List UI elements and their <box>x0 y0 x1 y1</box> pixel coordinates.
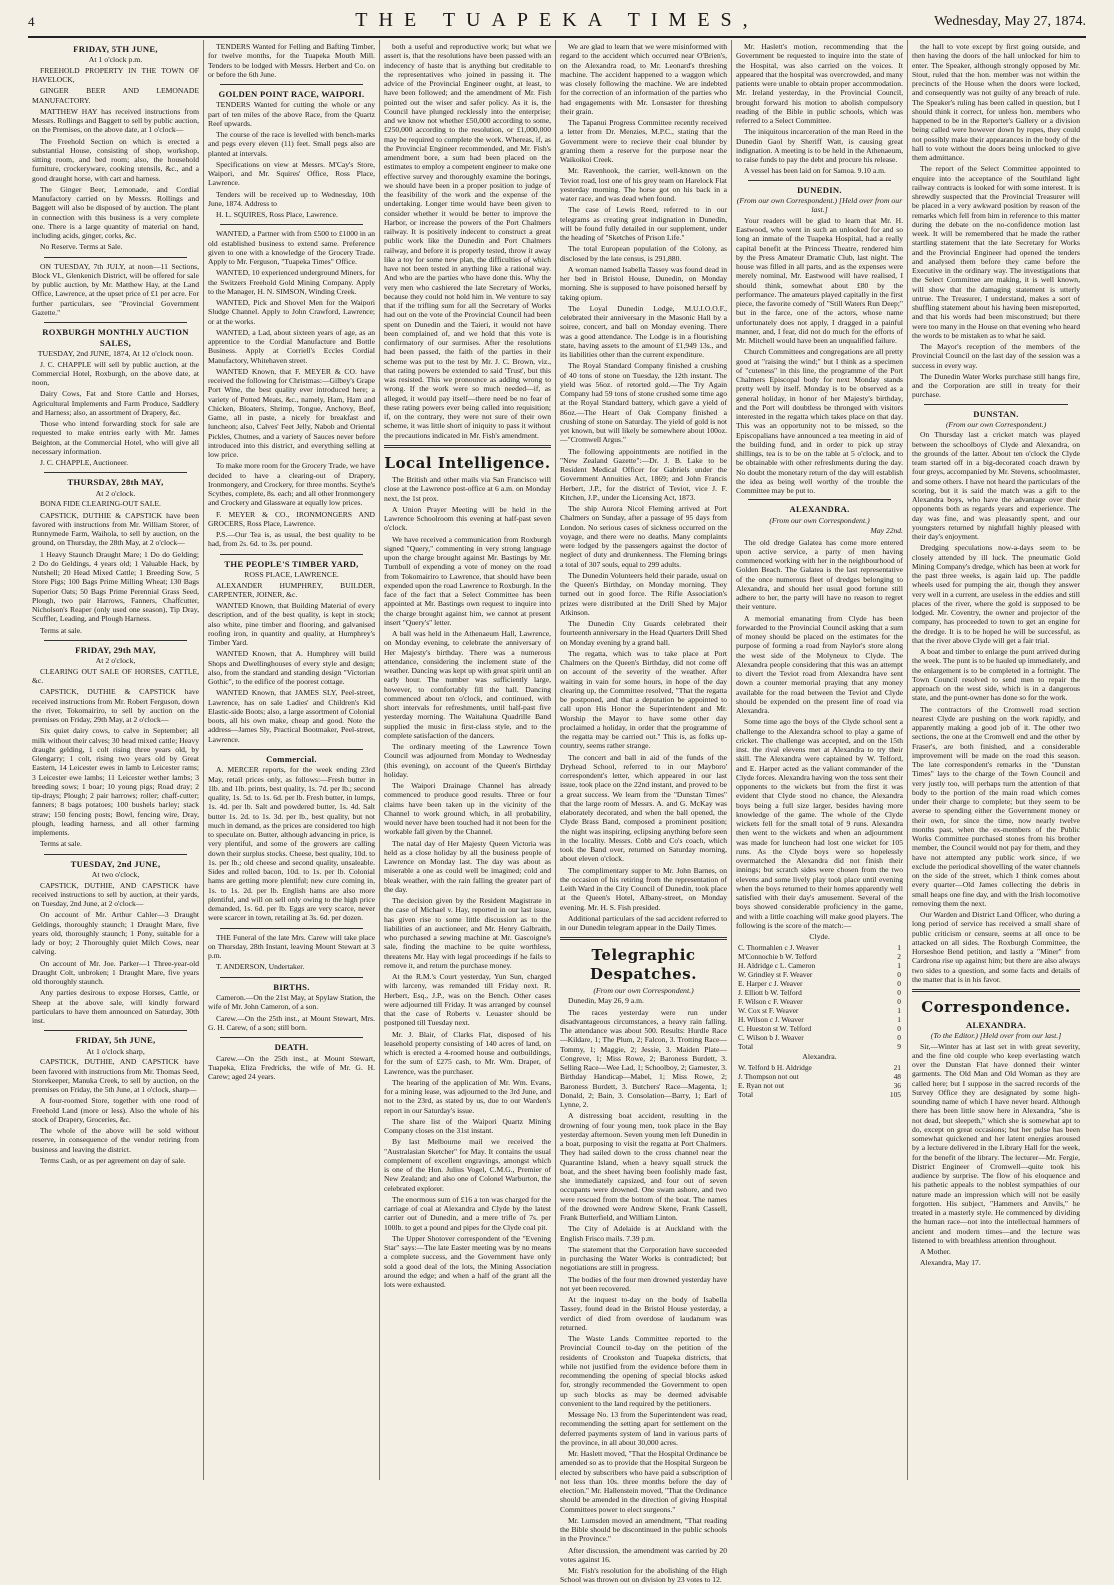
score-row <box>736 1015 903 1024</box>
advertisement-block <box>208 559 375 744</box>
advertisement-text: WANTED Known, that F. MEYER & CO. have received the following for Christmas:—Gilbey's Grape Port Wine, the best quality ever introduced here; a variety of Potted Meats, &c., namely, Ham, Ham and Chicken, Bloaters, Shrimp, Tongue, Anchovy, Beef, Game, all in paste, a nicely for breakfast and luncheon; also, Calves' Feet Jelly, Nabob and Oriental Pickles, Chutnes, and a variety of Sauces never before introduced into this district, and everything selling at low price. <box>208 366 375 460</box>
advertisement-text: WANTED, a Partner with from £500 to £1000 in an old established business to extend same. Preference given to one with a knowledge of the Grocery Trade. Apply to Mr. Ferguson, "Tuapeka Times" Office. <box>208 229 375 267</box>
advertisement-subheading: At 1 o'clock p.m. <box>88 55 143 65</box>
local-news-item: Mr. J. Blair, of Clarks Flat, disposed of his leasehold property consisting of 140 acres of land, on which is erected a 4-roomed house and outbuildings, for the sum of £275 cash, to Mr. Wm. Draper, of Lawrence, was the purchaser. <box>384 1029 551 1076</box>
runs-value: 0 <box>897 978 901 988</box>
advertisement-block <box>32 327 199 467</box>
batsman-name: H. Wilson c J. Weaver <box>738 1014 804 1024</box>
column-divider <box>560 937 727 940</box>
advertisement-block <box>32 859 199 1026</box>
advertisement-text: The whole of the above will be sold without reserve, in consequence of the vendor retiring from business and leaving the district. <box>32 1126 199 1154</box>
section-heading-telegraphic: Telegraphic Despatches. <box>590 946 697 983</box>
news-paragraph: The case of Lewis Reed, referred to in our telegrams as creating great indignation in Dunedin, will be found fully detailed in our supplement, under the heading of "Sketches of Prison Life." <box>560 205 727 242</box>
news-paragraph: The complimentary supper to Mr. John Barnes, on the occasion of his retiring from the representation of Leith Ward in the City Council of Dunedin, took place at the Queen's Hotel, Albany-street, on Monday evening. Mr. H. S. Fish presided. <box>560 865 727 912</box>
batsman-name: F. Wilson c F. Weaver <box>738 996 803 1006</box>
advertisement-block <box>208 982 375 1032</box>
advertisement-text: WANTED, Pick and Shovel Men for the Waipori Sludge Channel. Apply to John Crawford, Lawrence; or at the works. <box>208 298 375 326</box>
advertisement-divider <box>220 84 363 85</box>
alexandra-paragraph: The old dredge Galatea has come more entered upon active service, a party of men having commenced working with her in the neighbourhood of Golden Beach. The Galatea is the last representative of the once numerous fleet of dredges belonging to Alexandra, and should her usual good fortune still adhere to her, the party will have no reason to regret their venture. <box>736 537 903 612</box>
news-paragraph: The Dunedin Volunteers held their parade, usual on the Queen's Birthday, on Monday morning. They turned out in good force. The Rifle Association's prizes were distributed at the Drill Shed by Major Atkinson. <box>560 570 727 617</box>
advertisement-divider <box>44 854 187 855</box>
advertisement-text: Terms Cash, or as per agreement on day of sale. <box>40 1155 186 1165</box>
column-3-editorial <box>380 40 556 1480</box>
dunstan-paragraph: A boat and timber to enlarge the punt arrived during the week. The punt is to be hauled up immediately, and the enlargement is to be completed in a fortnight. The Town Council resolved to send men to repair the approach on the west side, which is in a dangerous state, and the punt-owner has done so for the work. <box>912 647 1080 703</box>
total-value: 9 <box>897 1042 901 1052</box>
local-news-item: By last Melbourne mail we received the "Australasian Sketcher" for May. It contains the usual complement of excellent engravings, amongst which is one of the Hon. Julius Vogel, C.M.G., Premier of New Zealand; and also one of Colonel Warburton, the celebrated explorer. <box>384 1137 551 1193</box>
advertisement-text: Carew.—On the 25th inst., at Mount Stewart, Tuapeka, Eliza Fredricks, the wife of Mr. G. H. Carew; aged 24 years. <box>208 1053 375 1082</box>
score-row <box>736 970 903 979</box>
advertisement-text: Tenders will be received up to Wednesday, 10th June, 1874. Address to <box>208 189 375 208</box>
telegraph-item: The Waste Lands Committee reported to the Provincial Council to-day on the petition of the residents of Crookston and Tuapeka districts, that while not justified from the evidence before them in recommending the opening of special blocks asked for, strongly recommended the Government to open up such blocks as may be deemed advisable convenient to the land required by the petitioners. <box>560 1334 727 1408</box>
runs-value: 48 <box>893 1071 901 1081</box>
runs-value: 2 <box>897 951 901 961</box>
news-paragraph: A woman named Isabella Tassey was found dead in her bed in Bristol House, Dunedin, on Monday morning. She is supposed to have poisoned herself by taking opium. <box>560 264 727 302</box>
advertisement-text: P.S.—Our Tea is, as usual, the best quality to be had, from 2s. 6d. to 3s. per pound. <box>208 530 375 549</box>
advertisement-heading: FRIDAY, 5th JUNE, <box>75 1035 156 1046</box>
advertisement-heading: THURSDAY, 28th MAY, <box>67 477 164 488</box>
score-row <box>736 1072 903 1081</box>
advertisement-block <box>32 262 199 318</box>
batsman-name: C. Hueston st W. Telford <box>738 1024 812 1033</box>
editorial-paragraph: both a useful and reproductive work; but what we assert is, that the resolutions have been passed with an indecency of haste that is anything but creditable to the representatives who joined in passing it. The advice of the Provincial Engineer ought, at least, to have been followed; and the amendment of Mr. Fish pointed out the wiser and safer policy. As it is, the Council have plunged recklessly into the enterprise; and we know not whether £50,000 according to some, £250,000 according to the resolution, or £1,000,000 may be required to complete the work. Whereas, if, as the Provincial Engineer recommended, and Mr. Fish's amendment bore, a sum had been placed on the estimates to employ a competent engineer to make one effective survey and thoroughly examine the borings, we should have been in a proper position to judge of the feasibility of the work and the expense of the undertaking. Longer time would have been given to consider whether it would be better to improve the Harbor, or increase the powers of the Port Chalmers railway. It is positively indecent to construct a great public work like the Dunedin and Port Chalmers railway, and before it is properly tested, throw it away like a toy for some new plan, the difficulties of which have not been tested in anything like a rational way. And who are the parties who have done this. Why the very men who cashiered the late Secretary of Works, because they could not hold him in. We venture to say that if the trifling sum for all the Secretary of Works had out on the vote of the Provincial Council had been spent on Dunedin and the Taieri, it would not have been complained of, and we hold that this vote is confirmatory of our surmises. After the resolutions had been passed, the faith of the parties in their scheme was put to the test by Mr. J. C. Brown, viz., that rating powers be extended to said 'Trust', but this was resisted. This we pronounce as adding wrong to wrong. If the work were so much needed—if, as alleged, it would pay itself—there need be no fear of these rating powers ever being called into requisition; if, on the contrary, they were not sure of their own scheme, it was little short of iniquity to pass it without the precautions indicated in Mr. Fish's amendment. <box>384 42 551 440</box>
local-news-item: The British and other mails via San Francisco will close at the Lawrence post-office at 6 a.m. on Monday next, the 1st prox. <box>384 475 551 503</box>
alexandra-byline: (From our own Correspondent.) <box>769 515 870 525</box>
advertisement-text: FREEHOLD PROPERTY IN THE TOWN OF HAVELOCK, <box>32 65 199 85</box>
advertisement-text: BONA FIDE CLEARING-OUT SALE. <box>40 499 161 509</box>
advertisement-text: To make more room for the Grocery Trade, we have decided to have a clearing-out of Drapery, Ironmongery, and Crockery, for three months. Scythe's Scythes, complete, 8s. each; and all other Ironmongery and Crockery and Glassware at equally low prices. <box>208 461 376 508</box>
column-5-correspondence <box>732 40 908 1480</box>
local-news-item: The decision given by the Resident Magistrate in the case of Michael v. Hay, reported in our last issue, has given rise to some little discussion as to the liabilities of an auctioneer, and Mr. Henry Galbraith, who purchased a sewing machine at Mr. Gascoigne's sale, finding the machine to be quite worthless, threatens Mr. Hay with legal proceedings if he fails to remove it, and return the purchase money. <box>384 896 551 970</box>
advertisement-divider <box>220 554 363 555</box>
advertisement-text: CAPSTICK, DUTHIE & CAPSTICK have been favored with instructions from Mr. William Storer, of Runnymede Farm, Waihola, to sell by auction, on the ground, on Thursday, the 28th May, at 2 o'clock— <box>32 510 199 548</box>
batsman-name: E. Harper c J. Weaver <box>738 978 803 988</box>
local-news-item: The ordinary meeting of the Lawrence Town Council was adjourned from Monday to Wednesday (this evening), on account of the Queen's Birthday holiday. <box>384 742 551 779</box>
batsman-name: J. Thompson not out <box>738 1071 799 1081</box>
local-news-item: A Union Prayer Meeting will be held in the Lawrence Schoolroom this evening at half-past seven o'clock. <box>384 504 551 533</box>
alexandra-paragraph: A memorial emanating from Clyde has been forwarded to the Provincial Council asking that a sum of money should be placed on the estimates for the purpose of forming a road from Naylor's store along the west side of the Molyneux to Clyde. The Alexandra people considering that this was an attempt to divert the Teviot road from Alexandra have sent down a counter memorial praying that any money available for the road between the Teviot and Clyde should be expended on the present line of road via Alexandra. <box>736 613 903 716</box>
advertisement-text: 1 Heavy Staunch Draught Mare; 1 Do do Gelding; 2 Do do Geldings, 4 years old; 1 Valuable Hack, by Nutshell; 20 Head Mixed Cattle; 1 Breeding Sow, 5 Store Pigs; 100 Bags Prime Milling Wheat; 130 Bags Superior Oats; 50 Bags Prime Perennial Grass Seed, Plough, two pair Harrows, Fanners, Chaffcutter, Nicholson's Reaper (only used one season), Tip Dray, Scuffler, Leading, and Plough Harness. <box>32 549 199 624</box>
advertisement-subheading: TUESDAY, 2nd JUNE, 1874, At 12 o'clock noon. <box>37 349 194 359</box>
correspondence-paragraph: A Mother. <box>920 1247 951 1257</box>
dunedin-byline: (From our own Correspondent.) [Held over from our last.] <box>736 195 903 215</box>
runs-value: 1 <box>897 942 901 952</box>
issue-date: Wednesday, May 27, 1874. <box>934 14 1086 29</box>
news-paragraph: A vessel has been laid on for Samoa. 9.10 a.m. <box>744 166 886 176</box>
advertisement-text: No Reserve. Terms at Sale. <box>40 242 123 252</box>
batsman-name: C. Thormahlen c J. Weaver <box>738 942 819 952</box>
score-row <box>736 1081 903 1090</box>
advertisement-block <box>208 42 375 79</box>
advertisement-block <box>208 229 375 548</box>
news-paragraph: The Loyal Dunedin Lodge, M.U.I.O.O.F., celebrated their anniversary in the Masonic Hall by a soiree, concert, and ball on Monday evening. There was a good attendance. The Lodge is in a flourishing state, having assets to the amount of £1,949 13s., and its liabilities other than the current expenditure. <box>560 303 727 359</box>
score-row <box>736 997 903 1006</box>
column-divider <box>384 445 551 448</box>
runs-value: 21 <box>893 1062 901 1072</box>
news-paragraph: The iniquitous incarceration of the man Reed in the Dunedin Gaol by Sheriff Watt, is causing great indignation. A meeting is to be held in the Athenaeum, to raise funds to pay the debt and procure his release. <box>736 127 903 164</box>
batsman-name: W. Cox st F. Weaver <box>738 1005 799 1015</box>
telegraph-item: The statement that the Corporation have succeeded in purchasing the Water Works is contradicted; but negotiations are still in progress. <box>560 1244 727 1273</box>
advertisement-text: CAPSTICK, DUTHIE, AND CAPSTICK have received instructions to sell by auction, at their yards, on Tuesday, 2nd June, at 2 o'clock— <box>32 880 199 909</box>
news-paragraph: The Mayor's reception of the members of the Provincial Council on the last day of the session was a success in every way. <box>912 342 1080 370</box>
advertisement-block <box>208 754 375 923</box>
advertisement-text: J. C. CHAPPLE, Auctioneer. <box>40 458 128 468</box>
news-paragraph: The ship Aurora Nicol Fleming arrived at Port Chalmers on Sunday, after a passage of 95 days from London. No serious cases of sickness occurred on the voyage, and there were no deaths. Many complaints were lodged by the passengers against the doctor of neglect of duty and drunkenness. The Fleming brings a total of 307 souls, equal to 299 adults. <box>560 504 727 569</box>
dunedin-paragraph: Church Committees and congregations are all pretty good at "raising the wind;" but I think as a specimen of "cuteness" in this line, the programme of the Port Chalmers Episcopal body for next Monday stands pretty well by itself. Monday is to be observed as a general holiday, in honor of her Majesty's birthday, and the Port will doubtless be thronged with visitors interested in the regatta which takes place on that day. This was an opportunity not to be missed, so the Episcopalians have announced a tea meeting in aid of the building fund, and in order to pick up stray shillings, tea is to be on the table at 5 o'clock, and to be obtainable with other refreshments during the day. No doubt the monetary return of the day will establish the idea as being well worthy of the trouble the Committee may be put to. <box>736 347 903 496</box>
runs-value: 0 <box>897 1033 901 1043</box>
telegraph-item: At the inquest to-day on the body of Isabella Tassey, found dead in the Bristol House yesterday, a verdict of died from overdose of laudanum was returned. <box>560 1295 727 1332</box>
news-paragraph: Mr. Ravenhook, the carrier, well-known on the Teviot road, lost one of his grey team on Harelock Flat yesterday morning. The horse got on his back in a water race, and was dead when found. <box>560 166 727 203</box>
advertisement-text: On account of Mr. Arthur Cahler—3 Draught Geldings, thoroughly staunch; 1 Draught Mare, five years old, thoroughly staunch; 1 Pony, suitable for a lady or boy; 2 Thoroughly quiet Milch Cows, near calving. <box>32 910 199 957</box>
advertisement-block <box>32 477 199 634</box>
dunstan-heading: DUNSTAN. <box>973 408 1019 419</box>
advertisement-text: MATTHEW HAY has received instructions from Messrs. Rollings and Baggett to sell by public auction, on the Premises, on the above date, at 1 o'clock— <box>32 106 199 135</box>
advertisement-divider <box>44 640 187 641</box>
advertisement-divider <box>220 749 363 750</box>
advertisement-block <box>208 933 375 972</box>
score-row <box>736 1024 903 1033</box>
advertisement-divider <box>44 1030 187 1031</box>
advertisement-text: WANTED, 10 experienced underground Miners, for the Switzers Freehold Gold Mining Company. Apply to the Manager, H. N. SIMSON, Winding Creek. <box>208 268 375 296</box>
advertisement-text: CLEARING OUT SALE OF HORSES, CATTLE, &c. <box>32 666 199 686</box>
news-paragraph: Mr. Haslett's motion, recommending that the Government be requested to inquire into the state of the Hospital, was also carried on the voices. It appeared that the hospital was overcrowded, and many patients were unable to obtain proper accommodation. Mr. Ireland yesterday, in the Provincial Council, brought forward his motion to abolish compulsory reading of the Bible in public schools, which was referred to a Select Committee. <box>736 42 903 125</box>
dunedin-heading: DUNEDIN. <box>797 184 842 195</box>
news-paragraph: The report of the Select Committee appointed to enquire into the acceptance of the Southland light railway contracts is looked for with some interest. It is shrewdly suspected that the Provincial Treasurer will be placed in a very awkward position by reason of the remarks which fell from him in reference to this matter during the debate on the no-confidence motion last week. It will be remembered that he made the rather startling statement that the late Secretary for Works and the Provincial Engineer had opened the tenders and analysed them before they came before the Executive in the ordinary way. The investigations that the Select Committee are making, it is well known, will show that the damaging statement is utterly untrue. The Treasurer, I understand, makes a sort of shuffling statement about his having been misreported, and that his words had been misconstrued; but there were too many in the House on that evening who heard the words to be mistaken as to what he said. <box>912 164 1080 340</box>
telegraph-item: Message No. 13 from the Superintendent was read, recommending the setting apart for settlement on the deferred payments system of land in various parts of the province, in all about 30,000 acres. <box>560 1410 727 1447</box>
correspondence-place: ALEXANDRA. <box>965 1019 1027 1030</box>
news-paragraph: The Dunedin Water Works purchase still hangs fire, and the Corporation are still in treaty for their purchase. <box>912 371 1080 400</box>
advertisement-heading: DEATH. <box>274 1042 309 1053</box>
news-paragraph: The Dunedin City Guards celebrated their fourteenth anniversary in the Head Quarters Drill Shed on Monday evening by a grand ball. <box>560 619 727 647</box>
advertisement-heading: FRIDAY, 5TH JUNE, <box>73 44 158 54</box>
local-news-item: At the R.M.'s Court yesterday, Yun Sun, charged with larceny, was remanded till Friday next. R. Herbert, Esq., J.P., was on the Bench. Other cases were adjourned till Friday. It was arranged by counsel that the case of Roberts v. Leuaster should be postponed till Tuesday next. <box>384 972 551 1028</box>
score-row <box>736 1006 903 1015</box>
alexandra-score-table <box>736 1063 903 1099</box>
advertisement-heading: FRIDAY, 29th MAY, <box>75 644 156 655</box>
runs-value: 1 <box>897 960 901 970</box>
local-news-item: The enormous sum of £16 a ton was charged for the carriage of coal at Alexandra and Clyde by the latest carrier out of Dunedin, and a mere trifle of 7s. per 100lb. to get a pound and pipes for the Clyde coal pit. <box>384 1194 551 1232</box>
score-row <box>736 1063 903 1072</box>
advertisement-text: F. MEYER & CO., IRONMONGERS AND GROCERS, Ross Place, Lawrence. <box>208 509 375 528</box>
batsman-name: J. Elliott b W. Telford <box>738 987 802 997</box>
local-news-item: The Waipori Drainage Channel has already commenced to produce good results. Three or four claims have been taken up in the vicinity of the Channel to work ground which, in all probability, would never have been touched had it not been for the workable fall given by the Channel. <box>384 781 551 837</box>
runs-value: 0 <box>897 969 901 979</box>
advertisement-heading: ROXBURGH MONTHLY AUCTION SALES, <box>42 327 189 348</box>
advertisement-text: T. ANDERSON, Undertaker. <box>216 962 305 972</box>
advertisement-text: CAPSTICK, DUTHIE & CAPSTICK have received instructions from Mr. Robert Ferguson, down the river, Tokomairiro, to sell by auction on the premises on Friday, 29th May, at 2 o'clock— <box>32 687 199 725</box>
dunstan-byline: (From our own Correspondent.) <box>945 419 1047 429</box>
dunstan-paragraph: On Thursday last a cricket match was played between the schoolboys of Clyde and Alexandra, on the grounds of the latter. About ten o'clock the Clyde team started off in a big-decorated coach drawn by four greys, accompanied by Mr. Stevens, schoolmaster, and some others. I have not heard the particulars of the scoring, but it is said the match was a gift to the Alexandra boys, who have the advantage over their opponents both as regards years and experience. The day was fine, and was pleasantly spent, and our youngsters returned by nightfall highly pleased with their day's enjoyment. <box>912 430 1080 542</box>
score-row <box>736 943 903 952</box>
advertisement-divider <box>220 977 363 978</box>
column-divider <box>924 404 1068 405</box>
alexandra-heading: ALEXANDRA. <box>789 504 850 515</box>
advertisement-text: Specifications on view at Messrs. M'Cay's Store, Waipori, and Mr. Squires' Office, Ross Place, Lawrence. <box>208 159 375 188</box>
advertisement-text: WANTED, a Lad, about sixteen years of age, as an apprentice to the Cordial Manufacture and Bottle Business. Apply at Corriell's Eccles Cordial Manufactory, Whitehaven street. <box>208 327 375 365</box>
news-paragraph: The total European population of the Colony, as disclosed by the late census, is 291,880. <box>560 244 727 263</box>
alexandra-paragraph: Some time ago the boys of the Clyde school sent a challenge to the Alexandra school to play a game of cricket. The challenge was accepted, and on the 15th inst. the rival elevens met at Alexandra to try their skill. The Alexandra were captained by W. Telford, and E. Harper acted as the valiant commander of the Clyde forces. Alexandra having won the toss sent their opponents to the wickets but from the first it was evident that Clyde stood no chance, the Alexandra boys being a full size larger, besides having more knowledge of the game. The whole of the Clyde wickets fell for the small total of 9 runs. Alexandra then went to the wickets and when an adjournment was made for luncheon had lost one wicket for 105 runs. As the Clyde boys were so hopelessly overmatched the Alexandra did not finish their innings; but scratch sides were chosen from the two elevens and some lively play took place until evening when the boys returned to their homes apparently well satisfied with their day's amusement. Several of the boys showed considerable proficiency in the game, and with a little coaching will make good players. The following is the score of the match:— <box>736 717 903 930</box>
advertisement-divider <box>44 257 187 258</box>
score-row <box>736 979 903 988</box>
local-news-item: We have received a communication from Roxburgh signed "Query," commenting in very strong language upon the charge brought against Mr. Bastings by Mr. Turnbull of expending a vote of money on the road from Tokomairiro to Lawrence, that should have been expended upon the road Lawrence to Roxburgh. In the face of the fact that a Select Committee has been appointed at Mr. Bastings own request to inquire into the charge brought against him, we cannot at present insert "Query's" letter. <box>384 534 551 627</box>
advertisement-text: The Freehold Section on which is erected a substantial House, consisting of shop, workshop, sitting room, and bed room; also, the household furniture, crockeryware, cooking utensils, &c., and a good draught horse, with cart and harness. <box>32 136 199 183</box>
advertisement-block <box>32 1035 199 1165</box>
runs-value: 0 <box>897 1024 901 1033</box>
score-total-row <box>736 1090 903 1099</box>
telegraph-item: Dunedin, May 26, 9 a.m. <box>568 996 644 1006</box>
page-number: 4 <box>28 14 35 29</box>
advertisement-text: WANTED Known, that A. Humphrey will build Shops and Dwellinghouses of every style and design; also, from the standard and standing design "Victorian Gothic", to the edifice of the poorest cottage. <box>208 649 375 687</box>
runs-value: 1 <box>897 1005 901 1015</box>
alexandra-team-heading: Alexandra. <box>802 1052 837 1062</box>
advertisement-block <box>208 89 375 219</box>
news-paragraph: The regatta, which was to take place at Port Chalmers on the Queen's Birthday, did not come off on account of the severity of the weather. After waiting in vain for some hours, in hope of the day clearing up, the Committee resolved, "That the regatta be postponed, and that a deputation be appointed to call upon His Honor the Superintendent and Mr. Worship the Mayor to have some other day proclaimed a holiday, in order that the programme of the regatta may be carried out." This is, as folks up-country, seems rather strange. <box>560 648 727 751</box>
advertisement-block <box>32 44 199 252</box>
advertisement-divider <box>220 1037 363 1038</box>
advertisement-block <box>208 1042 375 1081</box>
column-6-news <box>908 40 1084 1480</box>
advertisement-text: THE Funeral of the late Mrs. Carew will take place on Thursday, 28th Instant, leaving Mount Stewart at 3 p.m. <box>208 932 375 961</box>
clyde-team-heading: Clyde. <box>809 932 830 942</box>
advertisement-text: Six quiet dairy cows, to calve in September; all milk without their calves; 30 head mixed cattle; Heavy draught gelding, 1 colt rising three years old, by Glengarry; 1 colt, rising two years old by Great Eastern, 14 Leicester ewes in lamb to Leicester rams; 3 Leicester ewe lambs; 11 Leicester wether lambs; 3 breeding sows; 1 boar; 10 young pigs; Road dray; 2 tip-drays; Plough; 2 pair harrows; roller; chaff-cutter; fanners; 8 bags potatoes; 100 bushels barley; stack straw; 150 fencing posts; Bowl, fencing wire, Dray, plough, leading harness, and all other farming implements. <box>32 726 199 838</box>
column-4-news <box>556 40 732 1585</box>
dunstan-paragraph: The contractors of the Cromwell road section nearest Clyde are pushing on the work rapidly, and apparently making a good job of it. The other two sections, the one at the Cromwell end and the other by Fraser's, are both finished, and a considerable improvement will be made on the road this season. The late correspondent's remarks in the "Dunstan Times" lays to the charge of the Town Council and very justly too, will perhaps turn the attention of that body to the portion of the main road which comes under their charge to complete; but they seem to be averse to spending either the Government money or their own, for since the time, now nearly twelve months past, when the ex-members of the Public Works Committee purchased stones from his brother member, the Council would not pay for them, and they have not attempted any public work since, if we exclude the periodical shovelling of the water channels on the side of the street, which I think comes about every quarter—Old James collecting the debris in small heaps one fine day, and with the Irish locomotive removing them the next. <box>912 704 1080 908</box>
advertisement-heading: Commercial. <box>266 753 317 764</box>
advertisement-text: CAPSTICK, DUTHIE, AND CAPSTICK have been favored with instructions from Mr. Thomas Seed, Storekeeper, Manuka Creek, to sell by auction, on the premises on Friday, the 5th June, at 1 o'clock, sharp— <box>32 1057 199 1095</box>
advertisement-text: On account of Mr. Joe. Parker—1 Three-year-old Draught Colt, unbroken; 1 Draught Mare, five years old thoroughly staunch. <box>32 958 199 987</box>
score-row <box>736 1033 903 1042</box>
batsman-name: C. Wilson b J. Weaver <box>738 1033 804 1043</box>
advertisement-text: Terms at sale. <box>40 839 82 849</box>
total-label: Total <box>738 1089 754 1099</box>
correspondence-signoff: Alexandra, May 17. <box>920 1258 981 1268</box>
news-paragraph: We are glad to learn that we were misinformed with regard to the accident which occurred near O'Brien's, on the Alexandra road, to Mr. Leonard's threshing machine. The accident happened to a waggon which was closely following the machine. We are indebted for the correction of an information of the parties who had engagements with Mr. Lonsaster for threshing their grain. <box>560 42 727 116</box>
correspondence-note: (To the Editor.) [Held over from our last.] <box>930 1031 1062 1041</box>
clyde-score-table <box>736 943 903 1051</box>
score-row <box>736 952 903 961</box>
telegraph-item: After discussion, the amendment was carried by 20 votes against 16. <box>560 1545 727 1564</box>
telegraph-item: A distressing boat accident, resulting in the drowning of four young men, took place in the Bay yesterday afternoon. Seven young men left Dunedin in a boat, purposing to visit the regatta at Port Chalmers. They had sailed down to the cross channel near the Quarantine Island, when a heavy squall struck the boat, and the sheet having been foolishly made fast, she immediately capsized, and four out of seven occupants were drowned. One swam ashore, and two were rescued from the bottom of the boat. The names of the drowned were Andrew Skene, Frank Cassell, Frank Butterfield, and William Linton. <box>560 1111 727 1223</box>
batsman-name: E. Ryan not out <box>738 1080 785 1090</box>
advertisement-subheading: At two o'clock, <box>91 870 140 880</box>
telegraph-item: The races yesterday were run under disadvantageous circumstances, a heavy rain falling. The attendance was about 500. Results: Hurdle Race—Kildare, 1; The Plum, 2; Falcon, 3. Trotting Race—Tommy, 1; Maggie, 2; Jessie, 3. Maiden Plate—Congreve, 1; Miss Rowe, 2; Baroness Burdett, 3. Selling Race—Wee Lad, 1; Schoolboy, 2; Gamester, 3. Birthday Handicap—Mabel, 1; Miss Rowe, 2; Baroness Burdett, 3. Butchers' Race—Magenta, 1; Donald, 2; Bain, 3. Consolation—Barry, 1; Earl of Lynne, 2. <box>560 1007 727 1110</box>
advertisement-subheading: At 2 o'clock, <box>95 656 136 666</box>
news-paragraph: The following appointments are notified in the "New Zealand Gazette":—Dr. J. B. Lake to be Resident Medical Officer for Gabriels under the Government Annuities Act, 1869; and John Francis Herbert, J.P., for the district of Teviot, vice J. F. Kitchen, J.P., under the Licensing Act, 1873. <box>560 446 727 502</box>
batsman-name: W. Grindley st F. Weaver <box>738 969 813 979</box>
local-news-item: The natal day of Her Majesty Queen Victoria was held as a close holiday by all the business people of Lawrence on Monday last. The day was about as miserable a one as could well be imagined; cold and bleak weather, with the rain falling the greater part of the day. <box>384 838 551 894</box>
telegraph-item: Mr. Haslett moved, "That the Hospital Ordinance be amended so as to provide that the Hospital Surgeon be elected by subscribers who have paid a subscription of not less than 10s. three months before the day of election." Mr. Hallenstein moved, "That the Ordinance should be amended in the direction of giving Hospital Committees power to elect surgeons." <box>560 1449 727 1514</box>
advertisement-heading: BIRTHS. <box>273 981 310 992</box>
advertisement-text: ALEXANDER HUMPHREY, BUILDER, CARPENTER, JOINER, &c. <box>208 580 375 599</box>
advertisement-block <box>32 645 199 849</box>
column-2-advertisements <box>204 40 380 1480</box>
advertisement-divider <box>44 472 187 473</box>
column-1-auctions <box>28 40 204 1480</box>
advertisement-text: A four-roomed Store, together with one rood of Freehold Land (more or less). Also the whole of his stock of Drapery, Groceries, &c. <box>32 1096 199 1124</box>
runs-value: 36 <box>893 1080 901 1090</box>
advertisement-text: TENDERS Wanted for Felling and Bafting Timber, for twelve months, for the Tuapeka Mouth Mill. Tenders to be lodged with Messrs. Herbert and Co. on or before the 6th June. <box>208 42 375 79</box>
score-row <box>736 988 903 997</box>
advertisement-text: The Ginger Beer, Lemonade, and Cordial Manufactory carried on by Messrs. Rollings and Baggett will also be disposed of by auction. The plant in connection with this business is a very complete one. There is a large quantity of material on hand, including acids, ginger, corks, &c. <box>32 184 199 241</box>
news-paragraph: The Tapanui Progress Committee recently received a letter from Dr. Menzies, M.P.C., stating that the Government were to recieve their coal blunder by granting them a reserve for the purpose near the Waikoikoi Creek. <box>560 118 727 164</box>
batsman-name: W. Telford b H. Aldridge <box>738 1062 812 1072</box>
advertisement-heading: GOLDEN POINT RACE, WAIPORI. <box>218 89 365 99</box>
dunstan-paragraph: Our Warden and District Land Officer, who during a long period of service has received a small share of public criticism or censure, seems at all once to be attacked on all sides. The Roxburgh Committee, the Horseshoe Bend petition, and lastly a "Miner" from Cardrona rise up against him; but there are also always two sides to a question, and some facts and details of the matter that is in his favor. <box>912 910 1080 984</box>
advertisement-divider <box>44 322 187 323</box>
section-heading-correspondence: Correspondence. <box>921 998 1071 1017</box>
dunstan-paragraph: Dredging speculations now-a-days seem to be closely attended by ill luck. The pneumatic Gold Mining Company's dredge, which has been at work for the past three weeks, is again laid up. The paddle wheels used for pumping the air, though they answer very well in a current, are useless in the eddies and still places of the river, where the gold is supposed to be lodged. Mr. Coventry, the owner and projector of the company, has proceeded to town to get an engine for the dredge. It is to be hoped he will be successful, as that the river above Clyde will get a fair trial. <box>912 543 1080 645</box>
dunedin-paragraph: Your readers will be glad to learn that Mr. H. Eastwood, who went in such an unlooked for and so long an inmate of the Tuapeka Hospital, had a really capital benefit at the Princess Theatre, rendered him by the Press Amateur Dramatic Club, last night. The house was filled in all parts, and as the expenses were merely nominal, Mr. Eastwood will have realised, I should think, somewhat about £80 by the performance. The amateurs played capitally in the first piece, the favorite comedy of "Still Waters Run Deep;" but in the farce, one of the actors, whose name unfortunately does not apply, I dragged in a painful manner, and, I fear, did not do much for the efforts of Mr. Mitchell would have been an unqualified failure. <box>736 215 903 346</box>
runs-value: 0 <box>897 996 901 1006</box>
advertisement-divider <box>220 928 363 929</box>
score-total-row <box>736 1042 903 1051</box>
runs-value: 0 <box>897 987 901 997</box>
advertisement-text: Terms at sale. <box>40 625 82 635</box>
batsman-name: H. Aldridge c L. Cameron <box>738 960 816 970</box>
advertisement-heading: TUESDAY, 2nd JUNE, <box>70 858 161 869</box>
score-row <box>736 961 903 970</box>
advertisement-text: Dairy Cows, Fat and Store Cattle and Horses, Agricultural Implements and Farm Produce, Saddlery and Harness; also, an assortment of Drapery, &c. <box>32 389 199 417</box>
column-divider <box>912 989 1080 992</box>
advertisement-text: Any parties desirous to expose Horses, Cattle, or Sheep at the above sale, will kindly forward particulars to have them announced on Saturday, 30th inst. <box>32 988 199 1026</box>
advertisement-text: Carew.—On the 25th inst., at Mount Stewart, Mrs. G. H. Carew, of a son; still born. <box>208 1013 375 1032</box>
local-news-item: The hearing of the application of Mr. Wm. Evans, for a mining lease, was adjourned to the 3rd June, and not to the 23rd, as stated by us, due to our Warden's report in our Saturday's issue. <box>384 1077 551 1115</box>
advertisement-divider <box>220 224 363 225</box>
total-label: Total <box>738 1042 754 1052</box>
alexandra-date: May 22nd. <box>870 526 903 536</box>
advertisement-text: Those who intend forwarding stock for sale are requested to make entries early with Mr. James Beighton, at the Commercial Hotel, who will give all necessary information. <box>32 419 199 456</box>
news-paragraph: Additional particulars of the sad accident referred to in our Dunedin telegram appear in the Daily Times. <box>560 913 727 932</box>
total-value: 105 <box>889 1089 901 1099</box>
column-divider <box>748 499 891 500</box>
advertisement-text: WANTED Known, that Building Material of every description, and of the best quality, is kept in stock; also white, pine timber and flooring, and galvanised roofing iron, in quantity and quality, at Humphrey's Timber Yard. <box>208 601 375 648</box>
advertisement-subheading: ROSS PLACE, LAWRENCE. <box>244 570 339 580</box>
advertisement-text: TENDERS Wanted for cutting the whole or any part of ten miles of the above Race, from the Quartz Reef upwards. <box>208 100 375 128</box>
advertisement-text: Cameron.—On the 21st May, at Spylaw Station, the wife of Mr. John Cameron, of a son. <box>208 993 375 1012</box>
advertisement-text: GINGER BEER AND LEMONADE MANUFACTORY. <box>32 86 199 105</box>
advertisement-text: A. MERCER reports, for the week ending 23rd May, retail prices only, as follows:—Fresh butter in 1lb. and 1lb. prints, best quality, 1s. 7d. per lb.; second quality, 1s. 5d. to 1s. 6d. per lb. Fresh butter, in lumps, 1s. 4d. per lb. Salt and powdered butter, 1s. 4d. Salt butter 1s. 2d. to 1s. 3d. per lb., best quality, but not much in demand, as the prices are considered too high to speculate on. Butter, although advancing in price, is very plentiful, and some of the growers are calling down their surplus stocks. Cheese, best quality, 10d. to 1s. per lb.; old cheese and second quality, unsaleable. Sides and rolled bacon, 10d. to 1s. per lb. Colonial hams are getting more plentiful; new cure coming in, 1s. to 1s. 2d. per lb. English hams are also more plentiful, and will on sell only owing to the high price demanded, 1s. 6d. per lb. Eggs are very scarce, never were scarcer in town, retailing at 3s. 6d. per dozen. <box>208 765 375 923</box>
advertisement-subheading: At 2 o'clock. <box>95 488 136 498</box>
telegraph-item: Mr. Fish's resolution for the abolishing of the High School was thrown out on division by 23 votes to 12. <box>560 1566 727 1585</box>
advertisement-heading: THE PEOPLE'S TIMBER YARD, <box>224 558 359 569</box>
news-paragraph: The concert and ball in aid of the funds of the Dryhead School, referred to in our Mayboro' correspondent's letter, which appeared in our last issue, took place on the 22nd instant, and proved to be a great success. We learn from the "Dunstan Times" that the large room of Messrs. A. and G. McKay was elaborately decorated, and when the ball opened, the Clyde Brass Band, composed a prominent position; the night was inspiring, eclipsing anything before seen in the locality. Messrs. Cobb and Co's coach, which took the Band over, returned on Saturday morning, about eleven o'clock. <box>560 752 727 864</box>
masthead <box>28 6 1086 38</box>
telegraph-item: The City of Adelaide is at Auckland with the English Frisco mails. 7.39 p.m. <box>560 1224 727 1243</box>
advertisement-text: WANTED Known, that JAMES SLY, Peel-street, Lawrence, has on sale Ladies' and Children's Kid Elastic-side Boots; also, a large assortment of Colonial boots, all his own make, cheap and good. Note the address—James Sly, Practical Bootmaker, Peel-street, Lawrence. <box>208 688 375 744</box>
local-news-item: A ball was held in the Athenaeum Hall, Lawrence, on Monday evening, to celebrate the anniversary of Her Majesty's birthday. There was a numerous attendance, considering the inclement state of the weather. Dancing was kept up with great spirit until an early hour. The number was sufficiently large, however, to comfortably fill the hall. Dancing commenced about ten o'clock, and continued, with short intervals for refreshments, until half-past five yesterday morning. The Waitahuna Quadrille Band supplied the music in first-class style, and to the complete satisfaction of the dancers. <box>384 629 551 740</box>
telegraph-byline: (From our own Correspondent.) <box>593 985 694 995</box>
telegraph-item: Mr. Lumsden moved an amendment, "That reading the Bible should be discontinued in the public schools in the Province." <box>560 1515 727 1544</box>
column-divider <box>748 180 891 181</box>
advertisement-text: H. L. SQUIRES, Ross Place, Lawrence. <box>216 210 338 220</box>
news-paragraph: The Royal Standard Company finished a crushing of 40 tons of stone on Tuesday, the 12th instant. The yield was 56oz. of retorted gold.—The Try Again Company had 59 tons of stone crushed some time ago at the Royal Standard battery, which gave a yield of 86oz.—The Heart of Oak Company finished a crushing of stone on Saturday. The yield of gold is not yet known, but will likely be somewhere about 100oz.—"Cromwell Argus." <box>560 361 727 445</box>
section-heading-local: Local Intelligence. <box>384 453 551 472</box>
advertisement-text: The course of the race is levelled with bench-marks and pegs every eleven (11) feet. Small pegs also are planted at intervals. <box>208 130 375 158</box>
advertisement-subheading: At 1 o'clock sharp, <box>86 1046 145 1056</box>
news-paragraph: the hall to vote except by first going outside, and then having the doors of the hall unlocked for him to enter. The Speaker, although strongly opposed by Mr. Stout, ruled that the hon. member was not within the precincts of the House when the doors were locked, and consequently was not guilty of any breach of rule. The Speaker's ruling has been called in question, but I should think it correct, for unless hon. members who happened to be in the Reporter's Gallery or a division being called were however down by ropes, they could not possibly make their appearances in the body of the hall to vote without the doors being unlocked to give them admittance. <box>912 42 1080 162</box>
local-news-item: The Upper Shotover correspondent of the "Evening Star" says:—The late Easter meeting was by no means a complete success, and the Government have only sold a good deal of the lots, the Mining Association around the edge; and when a half of the grant all the lots were exhausted. <box>384 1233 551 1290</box>
newspaper-title: THE TUAPEKA TIMES, <box>355 9 759 31</box>
batsman-name: M'Connochie b W. Telford <box>738 951 817 961</box>
runs-value: 1 <box>897 1014 901 1024</box>
local-news-item: The share list of the Waipori Quartz Mining Company closes on the 31st instant. <box>384 1116 551 1136</box>
advertisement-text: J. C. CHAPPLE will sell by public auction, at the Commercial Hotel, Roxburgh, on the above date, at noon, <box>32 359 199 388</box>
advertisement-text: ON TUESDAY, 7th JULY, at noon—11 Sections, Block VI., Glenkenich District, will be offered for sale by public auction, by Mr. Matthew Hay, at the Land Office, Lawrence, at the upset price of £1 per acre. For further particulars, see "Provincial Government Gazette." <box>32 261 199 317</box>
telegraph-item: The bodies of the four men drowned yesterday have not yet been recovered. <box>560 1274 727 1293</box>
correspondence-paragraph: Sir,—Winter has at last set in with great severity, and the fine old couple who keep everlasting watch over the Dunstan Flat have donned their winter garments. The Old Man and Old Woman as they are called here; but I suppose in the sacred records of the Survey Office they are designated by some high-sounding name of which I have never heard. Although there has been little snow here in Alexandra, "she is not dead, but sleepeth," which she is somewhat apt to do, except on great occasions; but her pulse has been somewhat quickened and her latent energies aroused by a lecture delivered in the Library Hall for the week, for the benefit of the library. The lecturer—Mr. Fergie, District Engineer of Cromwell—quite took his audience by surprise. The flow of his eloquence and his pathetic appeals to the noblest sympathies of our nature made an impression which will not be easily forgotten. His subject, "Hammers and Anvils," he treated in a masterly style. He commenced by dividing the human race—not into the intellectual hammers of ancient and modern times—and the lecture was listened to with breathless attention throughout. <box>912 1041 1080 1245</box>
